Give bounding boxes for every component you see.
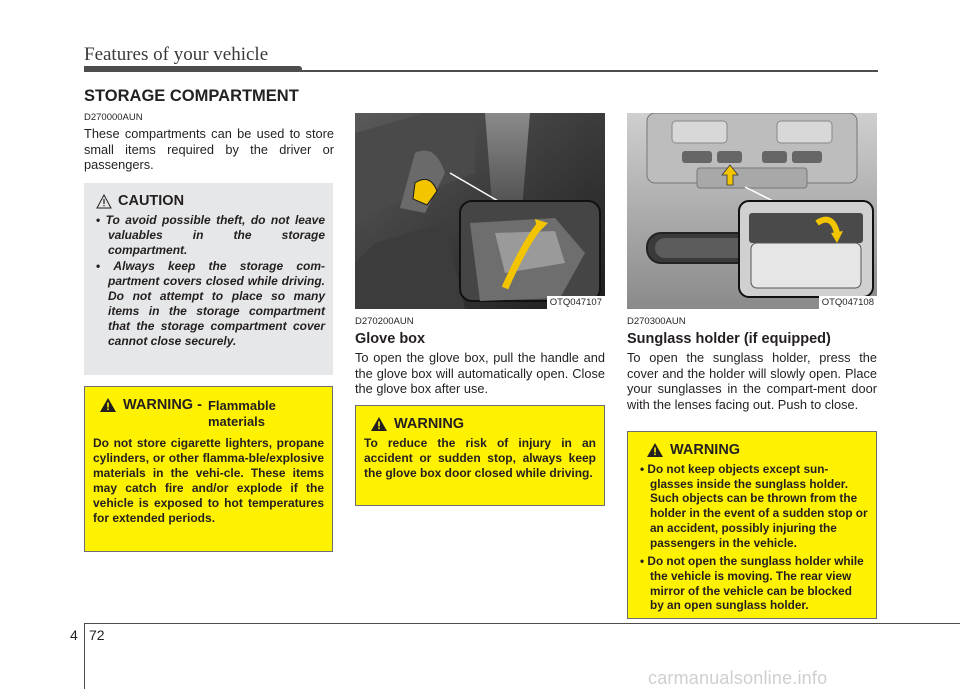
header-accent-bar: [84, 66, 302, 72]
intro-text: These compartments can be used to store small items required by the driver or passengers.: [84, 126, 334, 172]
watermark: carmanualsonline.info: [648, 668, 828, 688]
warning-triangle-icon: [646, 442, 664, 458]
footer-vertical-rule: [84, 623, 85, 689]
caution-item: • Always keep the storage com-partment covers closed while driving. Do not attempt to place so many items in the storage compartment that the storage compartment cover cannot close securely.: [92, 259, 325, 349]
sunglass-holder-photo: [627, 113, 877, 309]
glove-box-warning-box: [355, 405, 605, 506]
glove-box-title: Glove box: [355, 331, 426, 347]
glove-box-illustration: [355, 113, 605, 309]
footer-chapter-number: 4: [70, 627, 78, 643]
sunglass-holder-title: Sunglass holder (if equipped): [627, 331, 831, 347]
glove-box-photo-caption: OTQ047107: [547, 296, 605, 309]
sunglass-holder-illustration: [627, 113, 877, 309]
page-header-title: Features of your vehicle: [84, 44, 269, 65]
sunglass-holder-warning-title: WARNING: [670, 442, 741, 458]
sunglass-holder-code: D270300AUN: [627, 316, 686, 327]
intro-code: D270000AUN: [84, 112, 143, 123]
warning-triangle-icon: [370, 416, 388, 432]
sunglass-holder-text: To open the sunglass holder, press the cover and the holder will slowly open. Place your sunglasses in the compart-ment door with the lenses facing out. Push to close.: [627, 350, 877, 412]
footer-rule: [84, 623, 960, 624]
footer-page-number: 72: [89, 627, 105, 643]
caution-title: CAUTION: [118, 193, 185, 209]
glove-box-text: To open the glove box, pull the handle and the glove box will automatically open. Close the glove box after use.: [355, 350, 605, 396]
sunglass-holder-photo-caption: OTQ047108: [819, 296, 877, 309]
warning-flammable-subtitle: Flammable materials: [207, 398, 276, 429]
section-title: STORAGE COMPARTMENT: [84, 87, 299, 105]
glove-box-code: D270200AUN: [355, 316, 414, 327]
caution-box: [84, 183, 333, 375]
sunglass-holder-warning-item: • Do not keep objects except sun-glasses inside the sunglass holder. Such objects can be thrown from the holder in the event of a sudden stop or an accident, possibly injuring the passengers in the vehicle.: [636, 462, 868, 550]
glove-box-warning-title: WARNING: [394, 416, 465, 432]
caution-item: • To avoid possible theft, do not leave valuables in the storage compartment.: [92, 213, 325, 258]
glove-box-warning-text: To reduce the risk of injury in an accident or sudden stop, always keep the glove box door closed while driving.: [364, 436, 596, 480]
warning-flammable-text: Do not store cigarette lighters, propane cylinders, or other flamma-ble/explosive materials in the vehi-cle. These items may catch fire and/or explode if the vehicle is exposed to hot temperatures for extended periods.: [93, 436, 324, 525]
caution-triangle-icon: [96, 194, 112, 209]
warning-flammable-title: WARNING -: [123, 397, 202, 413]
sunglass-holder-warning-item: • Do not open the sunglass holder while the vehicle is moving. The rear view mirror of the vehicle can be blocked by an open sunglass holder.: [636, 554, 868, 613]
warning-triangle-icon: [99, 397, 117, 413]
sunglass-holder-warning-box: [627, 431, 877, 619]
warning-flammable-box: [84, 386, 333, 552]
glove-box-photo: [355, 113, 605, 309]
header-rule: [300, 70, 878, 72]
